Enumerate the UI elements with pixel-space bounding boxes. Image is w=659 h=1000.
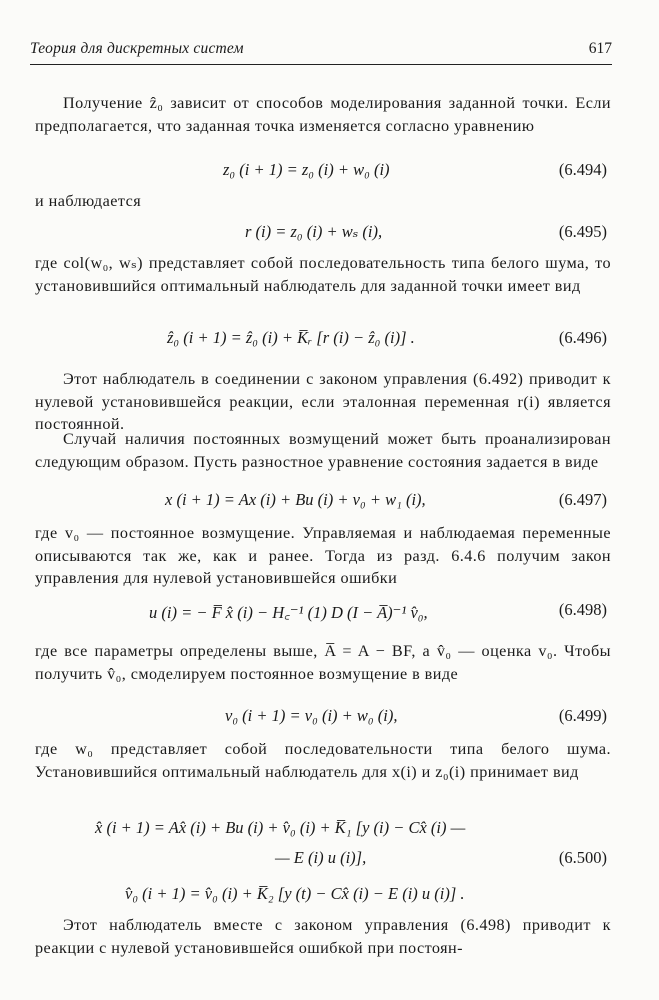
paragraph-6: где v₀ — постоянное возмущение. Управляемая и наблюдаемая переменные описываются так же, как и ранее. Тогда из разд. 6.4.6 получим закон управления для нулевой установившейся ошибки (35, 524, 611, 588)
equation-body: x̂ (i + 1) = Ax̂ (i) + Bu (i) + v̂₀ (i) + K̅₁ [y (i) − Cx̂ (i) — (95, 818, 466, 837)
equation-body: z₀ (i + 1) = z₀ (i) + w₀ (i) (223, 160, 390, 179)
equation-6-500-line-2 (35, 848, 611, 874)
paragraph-7: где все параметры определены выше, A̅ = A − BF, а v̂₀ — оценка v₀. Чтобы получить v̂₀, смоделируем постоянное возмущение в виде (35, 642, 611, 683)
paragraph-8: где w₀ представляет собой последовательности типа белого шума. Установившийся оптимальный наблюдатель для x(i) и z₀(i) принимает вид (35, 740, 611, 781)
equation-6-499 (35, 706, 611, 732)
paragraph-1: Получение ẑ₀ зависит от способов моделирования заданной точки. Если предполагается, что заданная точка изменяется согласно уравнению (35, 94, 611, 135)
equation-body: v̂₀ (i + 1) = v̂₀ (i) + K̅₂ [y (t) − Cx̂ (i) − E (i) u (i)] . (125, 884, 465, 903)
page-number: 617 (588, 40, 612, 57)
paragraph-5: Случай наличия постоянных возмущений может быть проанализирован следующим образом. Пусть разностное уравнение состояния задается в виде (35, 430, 611, 471)
equation-number: (6.494) (558, 160, 607, 179)
equation-number: (6.499) (558, 706, 607, 725)
equation-body: r (i) = z₀ (i) + wₛ (i), (245, 222, 383, 241)
equation-number: (6.496) (558, 328, 607, 347)
equation-6-500-line-3 (35, 884, 611, 910)
running-title: Теория для дискретных систем (30, 40, 244, 57)
equation-body: ẑ₀ (i + 1) = ẑ₀ (i) + K̅ᵣ [r (i) − ẑ₀ (i)] . (167, 328, 415, 347)
equation-6-498 (35, 600, 611, 626)
paragraph-9: Этот наблюдатель вместе с законом управления (6.498) приводит к реакции с нулевой установившейся ошибкой при постоян- (35, 916, 611, 957)
equation-number: (6.495) (558, 222, 607, 241)
equation-6-496 (35, 328, 611, 354)
equation-number: (6.500) (558, 848, 607, 867)
equation-6-495 (35, 222, 611, 248)
page-header (30, 40, 612, 62)
equation-6-500-line-1 (35, 818, 611, 844)
equation-number: (6.497) (558, 490, 607, 509)
equation-6-497 (35, 490, 611, 516)
equation-6-494 (35, 160, 611, 186)
equation-body: v₀ (i + 1) = v₀ (i) + w₀ (i), (225, 706, 398, 725)
equation-body: u (i) = − F̅ x̂ (i) − H꜀⁻¹ (1) D (I − A̅)⁻¹ v̂₀, (149, 603, 428, 622)
header-rule (30, 64, 612, 65)
paragraph-2: и наблюдается (35, 192, 142, 210)
equation-body: — E (i) u (i)], (275, 848, 367, 867)
equation-number: (6.498) (558, 600, 607, 619)
paragraph-3: где col(w₀, wₛ) представляет собой последовательность типа белого шума, то установившийся оптимальный наблюдатель для заданной точки имеет вид (35, 254, 611, 295)
equation-body: x (i + 1) = Ax (i) + Bu (i) + v₀ + w₁ (i), (165, 490, 426, 509)
paragraph-4: Этот наблюдатель в соединении с законом управления (6.492) приводит к нулевой установившейся реакции, если эталонная переменная r(i) является постоянной. (35, 370, 611, 434)
